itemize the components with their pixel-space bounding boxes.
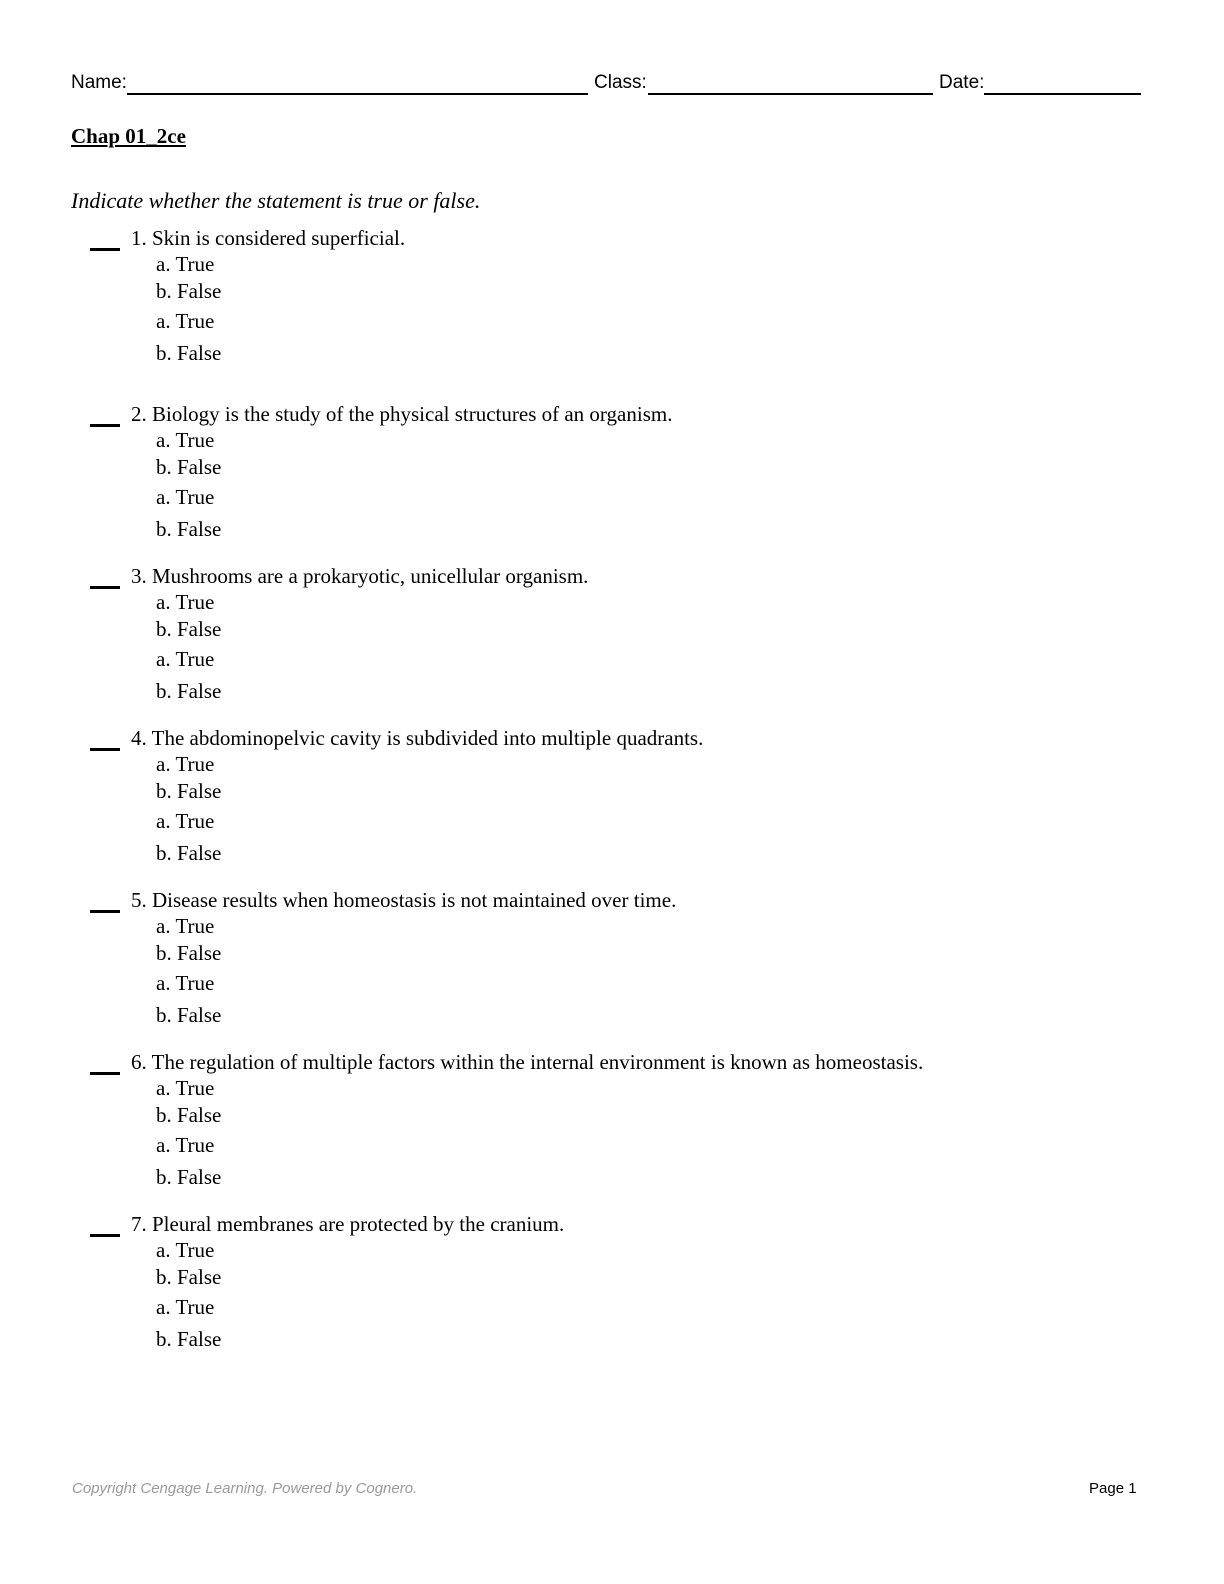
answer-blank[interactable] (90, 248, 120, 251)
instructions: Indicate whether the statement is true or false. (71, 188, 481, 213)
answer-option: a. True (156, 252, 215, 276)
answer-option: a. True (156, 752, 215, 776)
answer-option: a. True (156, 1133, 215, 1157)
class-label: Class: (594, 72, 647, 93)
question-7 (0, 1212, 1224, 1352)
answer-option: a. True (156, 485, 215, 509)
name-field-line[interactable] (127, 93, 588, 95)
answer-option: a. True (156, 647, 215, 671)
answer-option: b. False (156, 779, 222, 803)
answer-option: a. True (156, 1238, 215, 1262)
answer-option: a. True (156, 309, 215, 333)
question-4 (0, 726, 1224, 866)
question-2 (0, 402, 1224, 542)
answer-blank[interactable] (90, 910, 120, 913)
answer-option: b. False (156, 1003, 222, 1027)
name-label: Name: (71, 72, 127, 93)
question-stem: 1. Skin is considered superficial. (131, 226, 406, 250)
answer-option: b. False (156, 517, 222, 541)
class-field-line[interactable] (648, 93, 933, 95)
question-stem: 4. The abdominopelvic cavity is subdivided into multiple quadrants. (131, 726, 704, 750)
question-6 (0, 1050, 1224, 1190)
footer-page-number: Page 1 (1089, 1480, 1137, 1497)
question-5 (0, 888, 1224, 1028)
date-field-line[interactable] (984, 93, 1141, 95)
question-stem: 3. Mushrooms are a prokaryotic, unicellular organism. (131, 564, 589, 588)
answer-option: a. True (156, 1295, 215, 1319)
question-stem: 5. Disease results when homeostasis is not maintained over time. (131, 888, 677, 912)
answer-option: b. False (156, 279, 222, 303)
answer-option: b. False (156, 455, 222, 479)
answer-option: a. True (156, 1076, 215, 1100)
question-stem: 6. The regulation of multiple factors within the internal environment is known as homeostasis. (131, 1050, 924, 1074)
answer-option: a. True (156, 809, 215, 833)
answer-option: b. False (156, 1327, 222, 1351)
answer-blank[interactable] (90, 1072, 120, 1075)
answer-blank[interactable] (90, 586, 120, 589)
answer-blank[interactable] (90, 748, 120, 751)
answer-option: a. True (156, 590, 215, 614)
page-title: Chap 01_2ce (71, 124, 186, 148)
answer-option: a. True (156, 971, 215, 995)
answer-option: b. False (156, 841, 222, 865)
answer-option: b. False (156, 1165, 222, 1189)
question-3 (0, 564, 1224, 704)
answer-option: b. False (156, 1103, 222, 1127)
date-label: Date: (939, 72, 985, 93)
answer-option: b. False (156, 679, 222, 703)
answer-blank[interactable] (90, 424, 120, 427)
answer-option: a. True (156, 428, 215, 452)
answer-option: b. False (156, 941, 222, 965)
question-stem: 7. Pleural membranes are protected by the cranium. (131, 1212, 565, 1236)
answer-option: b. False (156, 1265, 222, 1289)
question-stem: 2. Biology is the study of the physical structures of an organism. (131, 402, 673, 426)
footer-copyright: Copyright Cengage Learning. Powered by Cognero. (72, 1480, 418, 1497)
answer-option: b. False (156, 617, 222, 641)
question-1 (0, 226, 1224, 366)
answer-blank[interactable] (90, 1234, 120, 1237)
answer-option: a. True (156, 914, 215, 938)
answer-option: b. False (156, 341, 222, 365)
